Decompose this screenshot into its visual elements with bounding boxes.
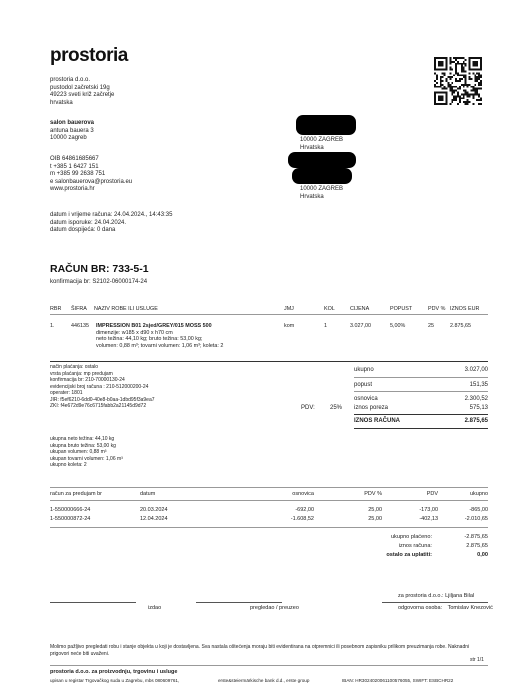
store-contact	[50, 156, 132, 194]
table-row	[50, 507, 488, 514]
responsible-name: Tomislav Knezović	[447, 605, 493, 611]
issued-label: izdao	[148, 605, 162, 611]
amount-label: iznos računa:	[398, 542, 432, 549]
responsible-label: odgovorna osoba:	[398, 605, 443, 611]
col-prepay-invoice: račun za predujam br	[50, 491, 102, 497]
issue-date: datum i vrijeme računa: 24.04.2024., 14:43:35	[50, 212, 173, 218]
item-pdv: 25	[428, 322, 434, 329]
company-country: hrvatska	[50, 99, 73, 106]
prepay-vat-pct: 25,00	[368, 515, 382, 522]
signature-line	[196, 602, 282, 603]
footer-register: upisan u registar Trgovačkog suda u Zagrebu, mbs 080609761,	[50, 678, 180, 683]
section-divider	[50, 361, 488, 362]
prepay-base: -1.608,52	[290, 515, 314, 522]
company-address	[50, 77, 114, 107]
prepay-vat: -173,00	[419, 506, 438, 513]
col-prepay-base: osnovica	[292, 491, 314, 497]
paid-value: -2.875,65	[464, 534, 488, 540]
recipient-2	[300, 186, 343, 201]
item-sifra: 446135	[71, 322, 89, 329]
col-prepay-date: datum	[140, 491, 156, 497]
total-packages: ukupno koleta: 2	[50, 462, 87, 468]
final-totals	[360, 533, 488, 560]
item-iznos: 2.875,65	[450, 322, 471, 329]
summary-tax	[354, 404, 488, 415]
paid-label: ukupno plaćeno:	[390, 534, 432, 540]
prepay-bottom-divider	[50, 527, 488, 528]
store-email: e salonbauerova@prostoria.eu	[50, 178, 133, 185]
total-net-weight: ukupna neto težina: 44,10 kg	[50, 436, 115, 442]
responsible-person	[398, 605, 493, 612]
col-kol: KOL	[324, 306, 335, 312]
recipient-city: 10000 ZAGREB	[300, 186, 344, 192]
total-gross-weight: ukupna bruto težina: 53,00 kg	[50, 442, 116, 449]
payment-method: način plaćanja: ostalo	[50, 364, 99, 370]
tax-label: iznos poreza	[354, 404, 389, 411]
prepay-date: 12.04.2024	[140, 515, 168, 522]
total-label: IZNOS RAČUNA	[354, 418, 400, 424]
discount-label: popust	[354, 381, 373, 388]
items-header	[50, 306, 488, 313]
prepay-invoice: 1-550000666-24	[50, 506, 91, 513]
subtotal-label: ukupno	[354, 367, 374, 373]
item-detail: neto težina: 44,10 kg; bruto težina: 53,00 kg;	[96, 336, 203, 343]
final-paid	[360, 533, 488, 542]
col-jmj: JMJ	[284, 306, 294, 312]
footer-company: prostoria d.o.o. za proizvodnju, trgovinu i usluge	[50, 669, 178, 675]
summary-total	[354, 415, 488, 428]
store-tel: t +385 1 6427 151	[50, 163, 99, 170]
payment-info	[50, 364, 155, 410]
payment-confirmation: konfirmacija br: 210-70000130-24	[50, 377, 125, 383]
store-city: 10000 zagreb	[50, 135, 87, 141]
items-table	[50, 306, 488, 350]
col-pdv: PDV %	[428, 306, 446, 312]
payment-type: vrsta plaćanja: mp predujam	[50, 370, 113, 377]
delivery-date: datum isporuke: 24.04.2024.	[50, 219, 127, 226]
col-prepay-vat: PDV	[426, 491, 438, 497]
table-row	[50, 323, 488, 350]
store-mob: m +385 99 2638 751	[50, 171, 106, 177]
col-popust: POPUST	[390, 306, 413, 312]
tax-value: 575,13	[469, 404, 488, 411]
table-row	[50, 514, 488, 523]
base-label: osnovica	[354, 396, 378, 402]
discount-value: 151,35	[469, 381, 488, 388]
amount-value: 2.875,65	[466, 542, 488, 549]
prepay-vat-pct: 25,00	[368, 506, 382, 513]
prepay-date: 20.03.2024	[140, 506, 168, 513]
recipient-city: 10000 ZAGREB	[300, 137, 344, 143]
total-value: 2.875,65	[464, 418, 488, 424]
item-name: IMPRESSION B01 2sjed/GREY/015 MOSS 500	[96, 322, 212, 329]
col-naziv: NAZIV ROBE ILI USLUGE	[94, 306, 158, 312]
remaining-value: 0,00	[477, 551, 488, 558]
invoice-title: RAČUN BR: 733-5-1	[50, 263, 149, 275]
total-volume: ukupan volumen: 0,88 m³	[50, 449, 107, 455]
footer-iban: IBAN: HR3024020061100576055, SWIFT: ESBCHR22	[342, 678, 454, 683]
invoice-confirmation: konfirmacija br: S2102-06000174-24	[50, 279, 148, 285]
recipient-country: Hrvatska	[300, 144, 324, 151]
col-sifra: ŠIFRA	[71, 306, 87, 312]
due-date: datum dospijeća: 0 dana	[50, 227, 116, 233]
summary-subtotal	[354, 366, 488, 377]
company-name: prostoria d.o.o.	[50, 77, 91, 83]
signature-line	[50, 602, 136, 603]
store-address	[50, 120, 94, 143]
prepay-header-divider	[50, 500, 488, 501]
prepay-vat: -402,13	[419, 515, 438, 522]
signature-line	[382, 602, 488, 603]
vat-label: PDV:	[301, 405, 315, 411]
item-jmj: kom	[284, 322, 295, 329]
store-street: antuna bauera 3	[50, 127, 94, 134]
payment-zki: ZKI: f4e672d9e76c6715fabb2a21145d9d72	[50, 403, 147, 409]
item-popust: 5,00%	[390, 322, 406, 329]
redacted-name	[288, 152, 356, 168]
col-prepay-total: ukupno	[469, 491, 488, 497]
header-divider	[50, 314, 488, 315]
summary-box	[354, 366, 488, 429]
final-remaining	[360, 551, 488, 560]
vat-rate: 25%	[330, 405, 343, 411]
footer-divider	[50, 665, 488, 666]
company-street: pustodol začretski 19g	[50, 84, 110, 91]
prepay-total: -865,00	[469, 506, 488, 513]
item-rbr: 1.	[50, 322, 55, 329]
col-rbr: RBR	[50, 306, 62, 312]
redacted-name	[296, 115, 356, 135]
store-name: salon bauerova	[50, 120, 95, 126]
payment-evidence: evidencijski broj računa : 210-512000200-24	[50, 383, 149, 390]
prepay-table	[50, 491, 488, 523]
prepay-base: -692,00	[295, 506, 314, 513]
for-company: za prostoria d.o.o.: Ljiljana Bilal	[398, 593, 475, 599]
item-detail: dimenzije: w185 x d90 x h70 cm	[96, 329, 173, 336]
base-value: 2.300,52	[464, 396, 488, 402]
item-cijena: 3.027,00	[350, 322, 371, 329]
page-number: str 1/1	[470, 657, 484, 663]
recipient-1	[300, 137, 343, 152]
payment-operator: operater: 1801	[50, 390, 83, 396]
recipient-country: Hrvatska	[300, 193, 324, 200]
prepay-header	[50, 491, 488, 498]
summary-discount	[354, 378, 488, 392]
delivery-note: Molimo pažljivo pregledati robu i stanje objekta u koji je dostavljena. Sva nastala oštećenja moraju biti evidentirana na otpremnici ili posebnom zapisniku prilikom preuzimanja robe. Naknadni prigovori neće biti uvaženi.	[50, 644, 470, 657]
item-kol: 1	[324, 322, 327, 329]
final-amount	[360, 542, 488, 551]
prepay-invoice: 1-550000872-24	[50, 515, 91, 522]
invoice-dates	[50, 212, 172, 235]
col-cijena: CIJENA	[350, 306, 370, 312]
prepay-total: -2.010,65	[464, 515, 488, 522]
weight-totals	[50, 436, 123, 469]
item-description	[94, 323, 284, 350]
company-logo: prostoria	[50, 45, 128, 66]
item-detail: volumen: 0,88 m³; tovarni volumen: 1,06 m³; koleta: 2	[96, 343, 224, 349]
prepay-top-divider	[50, 487, 488, 488]
store-oib: OIB 64861685667	[50, 156, 99, 162]
subtotal-value: 3.027,00	[464, 367, 488, 373]
summary-base	[354, 392, 488, 404]
footer-bank: erste&steiermärkische bank d.d., erste group	[218, 678, 310, 683]
company-city: 49223 sveti križ začretje	[50, 92, 115, 98]
checked-label: pregledao / preuzeo	[250, 605, 299, 611]
col-prepay-vat-pct: PDV %	[364, 491, 382, 497]
total-cargo-volume: ukupan tovarni volumen: 1,06 m³	[50, 455, 123, 462]
redacted-name	[292, 168, 352, 184]
qr-code	[434, 57, 482, 105]
store-web: www.prostoria.hr	[50, 186, 95, 192]
payment-jir: JIR: f5ef6210-6dd0-40e8-b0aa-1dbd95f3a9ea7	[50, 396, 155, 403]
col-iznos: IZNOS EUR	[450, 306, 480, 312]
remaining-label: ostalo za uplatiti:	[386, 551, 432, 558]
